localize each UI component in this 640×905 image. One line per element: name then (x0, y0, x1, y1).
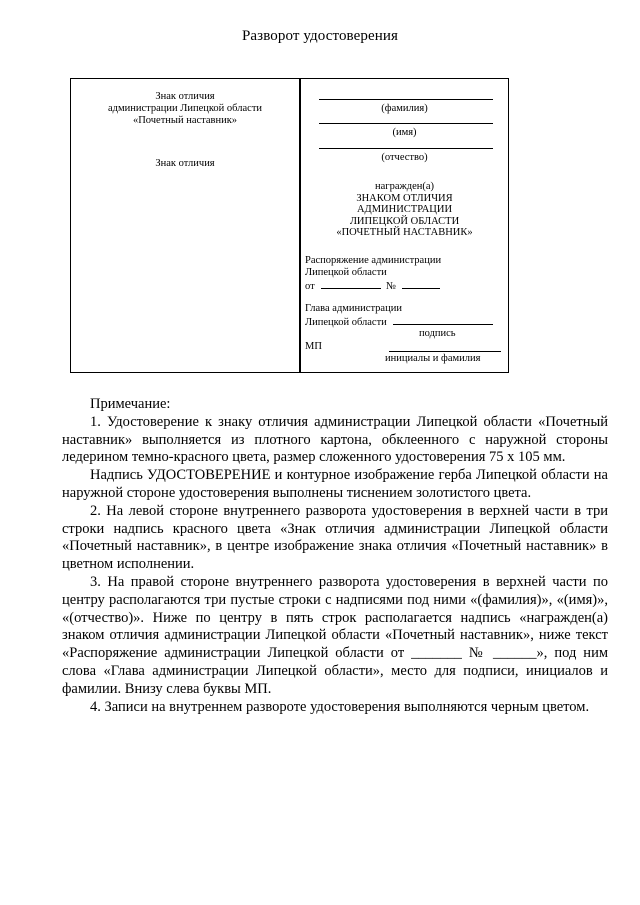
mp-label: МП (305, 341, 322, 352)
note-paragraph-4: 3. На правой стороне внутреннего разворота удостоверения в верхней части по центру располагаются три пустые строки с надписями под ними «(фамилия)», «(имя)», «(отчество)». Ниже по центру в пять строк располагается надпись «награжден(а) знаком отличия администрации Липецкой области «Почетный наставник», ниже текст «Распоряжение администрации Липецкой области от _______ № ______», под ним слова «Глава администрации Липецкой области», место для подписи, инициалов и фамилии. Внизу слева буквы МП. (62, 573, 608, 697)
order-from-label: от (305, 281, 315, 292)
note-paragraph-2: Надпись УДОСТОВЕРЕНИЕ и контурное изображение герба Липецкой области на наружной стороне удостоверения выполнены тиснением золотистого цвета. (62, 467, 608, 501)
order-date-blank (321, 279, 381, 289)
award-line-1: награжден(а) (374, 181, 435, 192)
signature-caption: подпись (419, 328, 456, 339)
left-header (71, 91, 299, 127)
certificate-left-page (71, 79, 299, 372)
order-line-1: Распоряжение администрации (305, 255, 442, 266)
note-paragraph-1: 1. Удостоверение к знаку отличия администрации Липецкой области «Почетный наставник» выполняется из плотного картона, обклеенного с наружной стороны ледерином темно-красного цвета, размер сложенного удостоверения 75 х 105 мм. (62, 413, 608, 466)
order-number-blank (402, 279, 440, 289)
order-line-3 (305, 279, 441, 291)
initials-blank-line (389, 341, 501, 352)
surname-caption: (фамилия) (381, 103, 428, 114)
certificate-right-page (301, 79, 508, 372)
note-section (62, 396, 608, 716)
left-center-text: Знак отличия (155, 158, 215, 169)
page-title: Разворот удостоверения (241, 28, 399, 44)
mp-row (305, 341, 505, 353)
order-block (305, 255, 441, 291)
head-block (305, 303, 493, 327)
left-header-line-1: Знак отличия (155, 91, 215, 102)
note-paragraph-5: 4. Записи на внутреннем развороте удостоверения выполняются черным цветом. (90, 698, 590, 715)
award-text (301, 181, 508, 239)
left-header-line-3: «Почетный наставник» (132, 115, 238, 126)
signature-blank (393, 315, 493, 325)
name-blank-line (319, 123, 493, 124)
patronymic-caption: (отчество) (381, 152, 428, 163)
surname-blank-line (319, 99, 493, 100)
award-line-4: ЛИПЕЦКОЙ ОБЛАСТИ (349, 215, 460, 227)
head-line-1: Глава администрации (305, 303, 402, 314)
initials-caption: инициалы и фамилия (385, 353, 481, 364)
order-number-label: № (385, 281, 396, 292)
head-line-2 (305, 315, 493, 327)
note-title: Примечание: (90, 396, 171, 412)
note-paragraph-3: 2. На левой стороне внутреннего разворота удостоверения в верхней части в три строки надпись красного цвета «Знак отличия администрации Липецкой области «Почетный наставник», в центре изображение знака отличия «Почетный наставник» в цветном исполнении. (62, 502, 608, 573)
award-line-3: АДМИНИСТРАЦИИ (356, 204, 453, 215)
award-line-5: «ПОЧЕТНЫЙ НАСТАВНИК» (336, 227, 473, 238)
left-header-line-2: администрации Липецкой области (107, 103, 263, 114)
order-line-2: Липецкой области (305, 267, 387, 278)
head-line-2-text: Липецкой области (305, 317, 387, 328)
certificate-spread (70, 78, 509, 373)
award-line-2: ЗНАКОМ ОТЛИЧИЯ (356, 192, 453, 204)
patronymic-blank-line (319, 148, 493, 149)
name-caption: (имя) (392, 127, 417, 138)
